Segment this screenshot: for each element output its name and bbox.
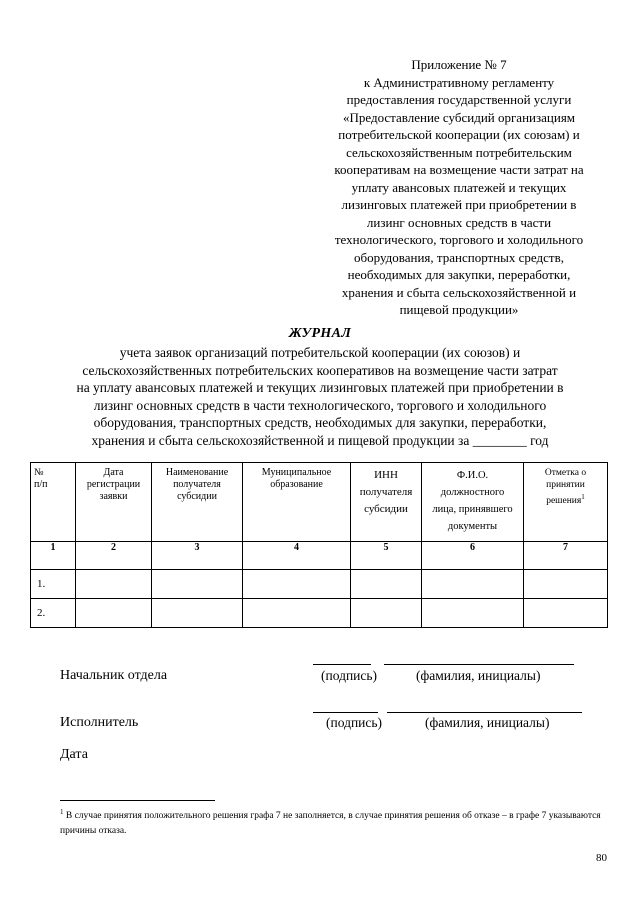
journal-description-line: хранения и сбыта сельскохозяйственной и пищевой продукции за ________ год bbox=[91, 432, 549, 448]
header-cell-municipality: Муниципальное образование bbox=[243, 463, 351, 542]
journal-description bbox=[40, 344, 600, 449]
table-cell bbox=[422, 570, 524, 599]
appendix-line: сельскохозяйственным потребительским bbox=[346, 144, 572, 160]
table-cell bbox=[76, 570, 152, 599]
appendix-line: лизинг основных средств в части bbox=[366, 214, 552, 230]
column-number: 2 bbox=[76, 542, 152, 570]
chief-signature-line bbox=[313, 664, 371, 665]
table-cell bbox=[524, 599, 608, 628]
footnote-mark: 1 bbox=[60, 808, 64, 816]
header-cell-decision-mark: Отметка о принятии решения$^1$ bbox=[524, 463, 608, 542]
table-cell bbox=[351, 570, 422, 599]
appendix-line: предоставления государственной услуги bbox=[346, 92, 572, 107]
appendix-header bbox=[300, 56, 618, 319]
row-number: 2. bbox=[31, 599, 76, 628]
appendix-line: к Административному регламенту bbox=[363, 74, 555, 90]
executor-signature-hint: (подпись) bbox=[326, 715, 383, 730]
row-number: 1. bbox=[31, 570, 76, 599]
column-number: 7 bbox=[524, 542, 608, 570]
table-row bbox=[31, 599, 608, 628]
table-cell bbox=[152, 570, 243, 599]
footnote bbox=[60, 805, 620, 839]
chief-name-line bbox=[384, 664, 574, 665]
footnote-ref: 1 bbox=[581, 493, 585, 501]
column-number: 3 bbox=[152, 542, 243, 570]
journal-title: ЖУРНАЛ bbox=[288, 326, 352, 341]
table-cell bbox=[243, 570, 351, 599]
appendix-line: потребительской кооперации (их союзам) и bbox=[338, 127, 580, 142]
appendix-line: лизинговых платежей при приобретении в bbox=[341, 197, 577, 212]
executor-signature-line bbox=[313, 712, 378, 713]
executor-label: Исполнитель bbox=[60, 715, 139, 730]
table-cell bbox=[152, 599, 243, 628]
header-cell-inn: ИНН получателя субсидии bbox=[351, 463, 422, 542]
appendix-line: пищевой продукции» bbox=[399, 302, 519, 317]
executor-name-hint: (фамилия, инициалы) bbox=[425, 715, 550, 730]
table-column-numbers-row bbox=[31, 542, 608, 570]
appendix-line: уплату авансовых платежей и текущих bbox=[351, 179, 567, 195]
appendix-line: необходимых для закупки, переработки, bbox=[347, 267, 571, 282]
table-header-row bbox=[31, 463, 608, 542]
journal-description-line: на уплату авансовых платежей и текущих лизинговых платежей при приобретении в bbox=[76, 380, 564, 395]
table-cell bbox=[524, 570, 608, 599]
appendix-line: «Предоставление субсидий организациям bbox=[342, 109, 576, 125]
table-row bbox=[31, 570, 608, 599]
page-number: 80 bbox=[596, 852, 607, 864]
appendix-line: технологического, торгового и холодильного bbox=[334, 232, 584, 247]
header-cell-official-name: Ф.И.О. должностного лица, принявшего документы bbox=[422, 463, 524, 542]
journal-description-line: лизинг основных средств в части технологического, торгового и холодильного bbox=[93, 397, 547, 413]
appendix-line: Приложение № 7 bbox=[411, 57, 507, 72]
column-number: 4 bbox=[243, 542, 351, 570]
appendix-line: хранения и сбыта сельскохозяйственной и bbox=[341, 284, 577, 300]
header-cell-number: № п/п bbox=[31, 463, 76, 542]
column-number: 5 bbox=[351, 542, 422, 570]
footnote-text: В случае принятия положительного решения графа 7 не заполняется, в случае принятия решения об отказе – в графе 7 указываются причины отказа. bbox=[60, 811, 601, 837]
header-cell-recipient-name: Наименование получателя субсидии bbox=[152, 463, 243, 542]
appendix-line: кооперативам на возмещение части затрат на bbox=[334, 162, 584, 177]
chief-signature-hint: (подпись) bbox=[321, 668, 378, 683]
date-label: Дата bbox=[60, 747, 88, 762]
table-cell bbox=[243, 599, 351, 628]
footnote-divider bbox=[60, 800, 215, 801]
chief-label: Начальник отдела bbox=[60, 668, 168, 683]
appendix-line: оборудования, транспортных средств, bbox=[354, 249, 564, 265]
table-cell bbox=[351, 599, 422, 628]
journal-description-line: оборудования, транспортных средств, необходимых для закупки, переработки, bbox=[93, 415, 547, 430]
column-number: 1 bbox=[31, 542, 76, 570]
column-number: 6 bbox=[422, 542, 524, 570]
journal-description-line: сельскохозяйственных потребительских кооперативов на возмещение части затрат bbox=[82, 362, 558, 378]
chief-name-hint: (фамилия, инициалы) bbox=[416, 668, 541, 683]
table-cell bbox=[422, 599, 524, 628]
table-cell bbox=[76, 599, 152, 628]
header-cell-registration-date: Дата регистрации заявки bbox=[76, 463, 152, 542]
executor-name-line bbox=[387, 712, 582, 713]
journal-description-line: учета заявок организаций потребительской кооперации (их союзов) и bbox=[119, 345, 521, 360]
journal-table bbox=[30, 462, 608, 628]
